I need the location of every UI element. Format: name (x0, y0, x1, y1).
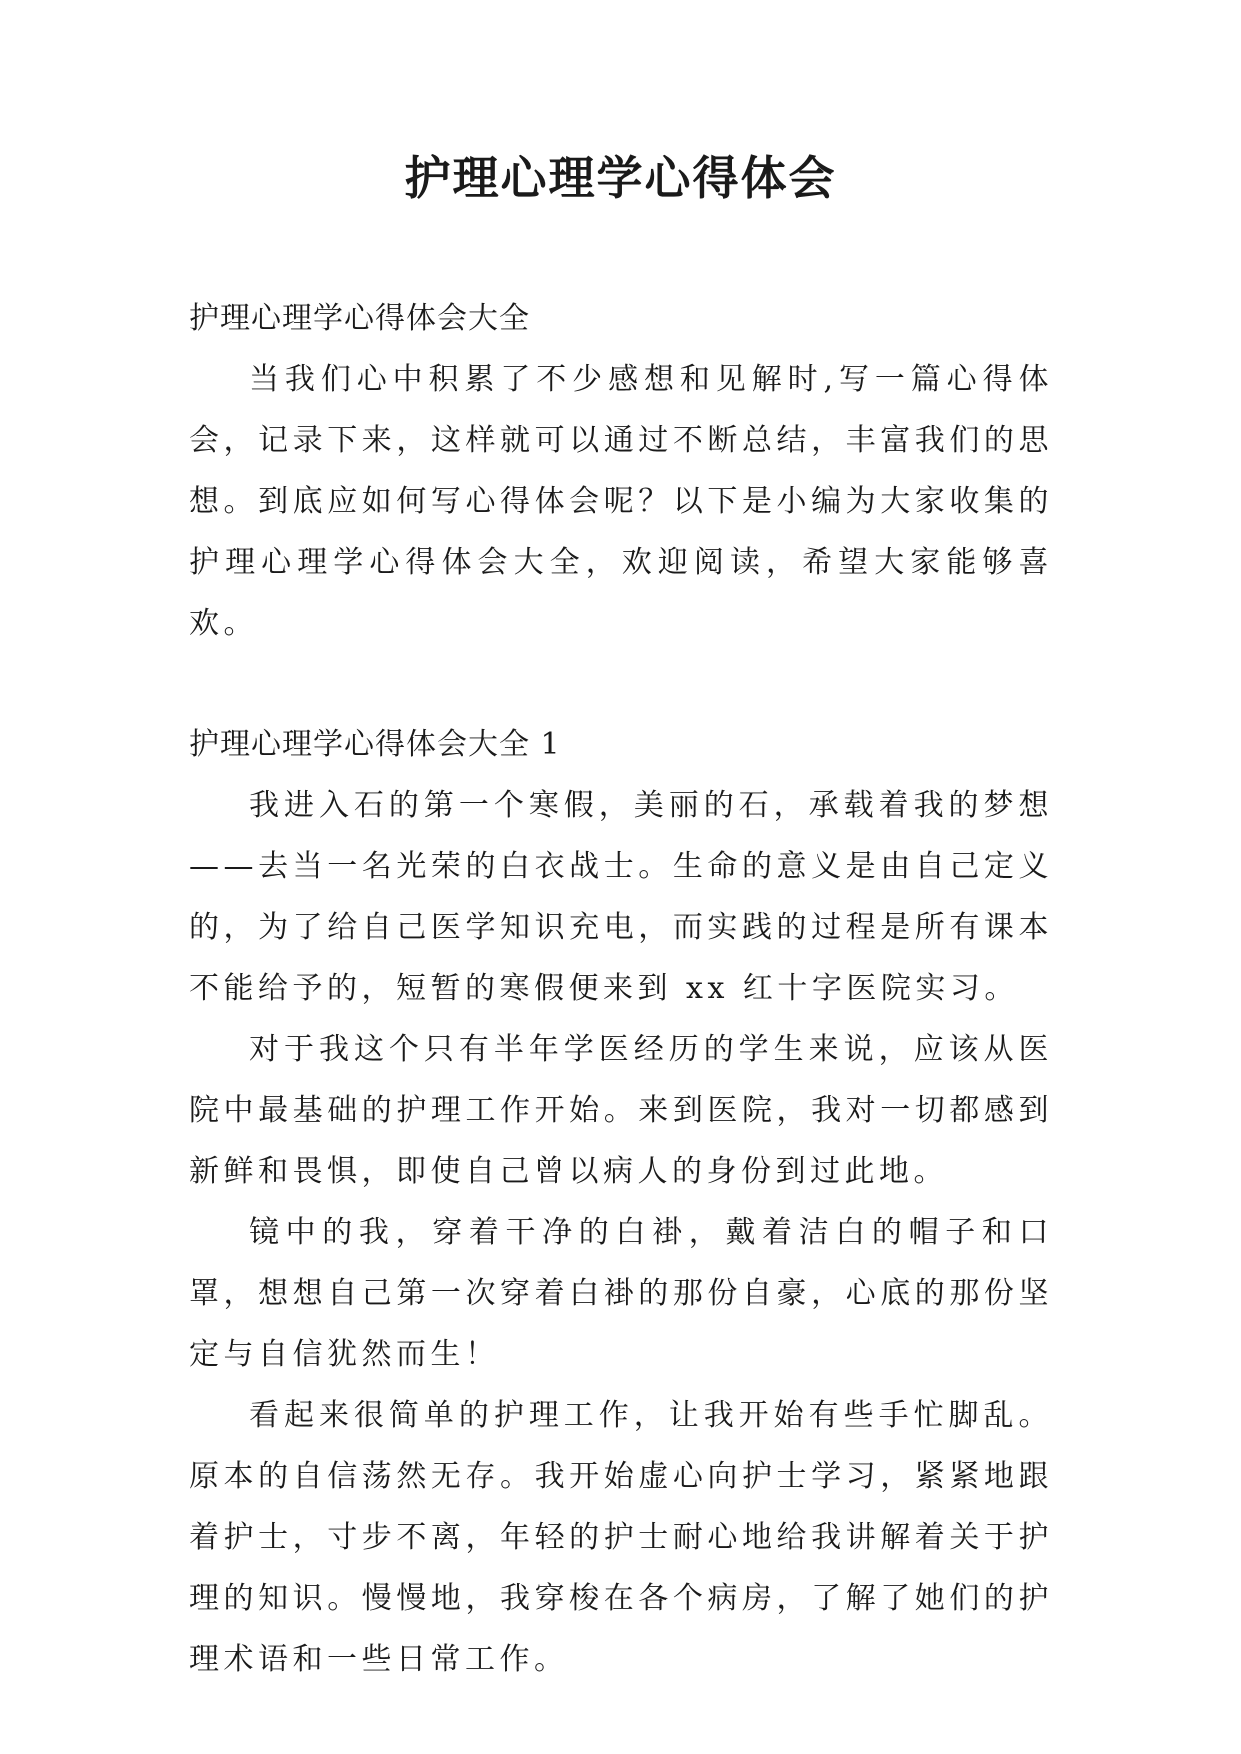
paragraph: 镜中的我，穿着干净的白褂，戴着洁白的帽子和口罩，想想自己第一次穿着白褂的那份自豪，心底的那份坚定与自信犹然而生！ (189, 1215, 1053, 1372)
document-title: 护理心理学心得体会 (404, 151, 837, 205)
section-heading: 护理心理学心得体会大全 1 (189, 727, 561, 762)
paragraph: 看起来很简单的护理工作，让我开始有些手忙脚乱。原本的自信荡然无存。我开始虚心向护士学习，紧紧地跟着护士，寸步不离，年轻的护士耐心地给我讲解着关于护理的知识。慢慢地，我穿梭在各个病房，了解了她们的护理术语和一些日常工作。 (189, 1398, 1053, 1677)
section-heading: 护理心理学心得体会大全 (189, 301, 530, 336)
document-body (189, 288, 1053, 1690)
paragraph: 我进入石的第一个寒假，美丽的石，承载着我的梦想——去当一名光荣的白衣战士。生命的意义是由自己定义的，为了给自己医学知识充电，而实践的过程是所有课本不能给予的，短暂的寒假便来到 xx 红十字医院实习。 (189, 788, 1053, 1006)
paragraph: 当我们心中积累了不少感想和见解时,写一篇心得体会，记录下来，这样就可以通过不断总结，丰富我们的思想。到底应如何写心得体会呢？以下是小编为大家收集的护理心理学心得体会大全，欢迎阅读，希望大家能够喜欢。 (189, 362, 1053, 641)
paragraph: 对于我这个只有半年学医经历的学生来说，应该从医院中最基础的护理工作开始。来到医院，我对一切都感到新鲜和畏惧，即使自己曾以病人的身份到过此地。 (189, 1032, 1053, 1189)
section-spacer (189, 654, 1053, 714)
